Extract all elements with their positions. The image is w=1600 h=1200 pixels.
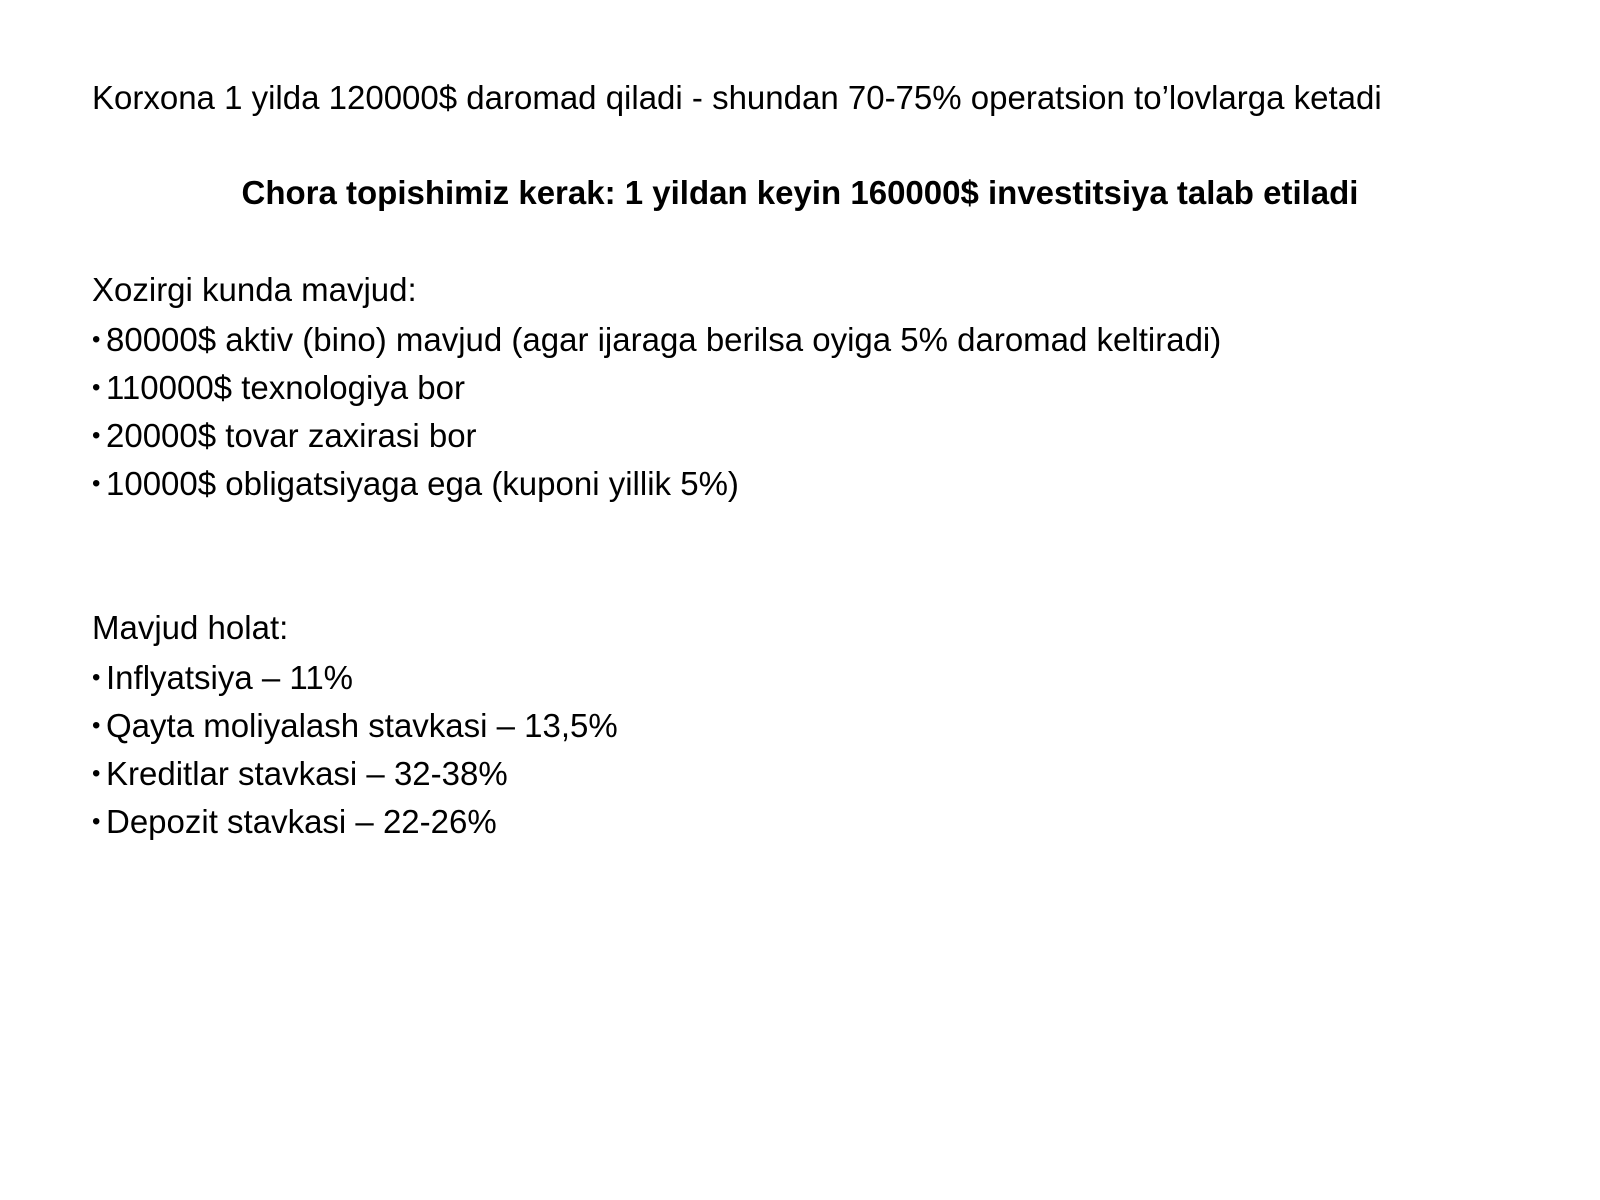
situation-section-title: Mavjud holat: <box>92 609 289 646</box>
list-item-text: 20000$ tovar zaxirasi bor <box>106 417 477 454</box>
bullet-icon: • <box>92 470 101 497</box>
situation-list <box>92 654 618 846</box>
list-item-text: Inflyatsiya – 11% <box>106 659 354 696</box>
slide-headline: Korxona 1 yilda 120000$ daromad qiladi - shundan 70-75% operatsion to’lovlarga ketadi <box>92 79 1382 116</box>
list-item <box>92 702 618 750</box>
list-item <box>92 316 1221 364</box>
assets-section-title: Xozirgi kunda mavjud: <box>92 271 417 308</box>
bullet-icon: • <box>92 374 101 401</box>
list-item <box>92 412 1221 460</box>
list-item <box>92 654 618 702</box>
bullet-icon: • <box>92 422 101 449</box>
list-item-text: 110000$ texnologiya bor <box>106 369 466 406</box>
list-item-text: 10000$ obligatsiyaga ega (kuponi yillik 5%) <box>106 465 739 502</box>
bullet-icon: • <box>92 326 101 353</box>
bullet-icon: • <box>92 808 101 835</box>
bullet-icon: • <box>92 760 101 787</box>
list-item-text: Depozit stavkasi – 22-26% <box>106 803 497 840</box>
list-item-text: Kreditlar stavkasi – 32-38% <box>106 755 508 792</box>
list-item-text: Qayta moliyalash stavkasi – 13,5% <box>106 707 618 744</box>
slide-task-statement: Chora topishimiz kerak: 1 yildan keyin 160000$ investitsiya talab etiladi <box>241 174 1359 211</box>
assets-list <box>92 316 1221 508</box>
list-item-text: 80000$ aktiv (bino) mavjud (agar ijaraga berilsa oyiga 5% daromad keltiradi) <box>106 321 1222 358</box>
bullet-icon: • <box>92 712 101 739</box>
bullet-icon: • <box>92 664 101 691</box>
list-item <box>92 798 618 846</box>
list-item <box>92 460 1221 508</box>
list-item <box>92 364 1221 412</box>
list-item <box>92 750 618 798</box>
